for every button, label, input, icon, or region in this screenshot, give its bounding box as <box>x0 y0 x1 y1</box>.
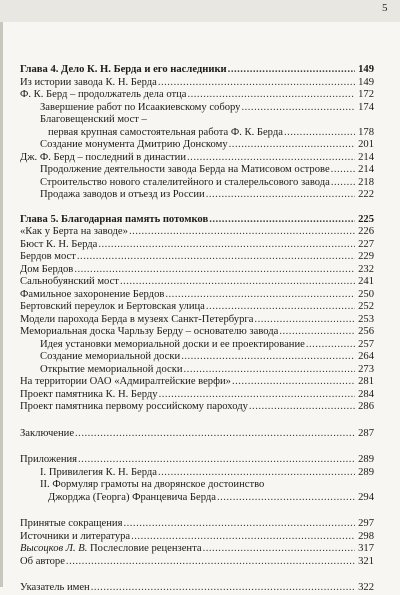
toc-entry-title: Продолжение деятельности завода Берда на Матисовом острове <box>40 164 330 175</box>
toc-entry[interactable] <box>20 239 374 252</box>
toc-entry-title: Бертовский переулок и Бертовская улица <box>20 301 205 312</box>
toc-page-number: 257 <box>358 338 374 350</box>
toc-entry[interactable] <box>20 226 374 239</box>
toc-entry-title: Создание мемориальной доски <box>40 351 181 362</box>
toc-spacer <box>20 568 374 582</box>
toc-page-number: 218 <box>358 176 374 188</box>
toc-page-number: 281 <box>358 376 374 387</box>
toc-leader-dots <box>206 189 355 202</box>
toc-leader-dots <box>74 264 355 277</box>
toc-entry[interactable] <box>20 479 374 492</box>
toc-leader-dots <box>209 214 355 227</box>
toc-entry[interactable] <box>20 289 374 302</box>
toc-entry-title: Бердов мост <box>20 251 76 262</box>
toc-entry[interactable] <box>20 301 374 314</box>
toc-entry[interactable] <box>20 127 374 140</box>
toc-leader-dots <box>228 64 355 77</box>
toc-entry-title: На территории ОАО «Адмиралтейские верфи» <box>20 376 231 387</box>
toc-leader-dots <box>75 428 355 441</box>
toc-page-number: 294 <box>358 491 374 503</box>
toc-leader-dots <box>331 177 355 190</box>
toc-page-number: 229 <box>358 251 374 262</box>
toc-leader-dots <box>129 226 355 239</box>
toc-entry-title: Приложения <box>20 454 78 465</box>
toc-leader-dots <box>77 251 355 264</box>
toc-entry[interactable] <box>20 556 374 569</box>
toc-entry[interactable] <box>20 467 374 480</box>
toc-page-number: 284 <box>358 388 374 400</box>
toc-entry[interactable] <box>20 102 374 115</box>
toc-spacer <box>20 414 374 428</box>
toc-leader-dots <box>98 239 355 252</box>
toc-leader-dots <box>131 531 355 544</box>
toc-leader-dots <box>159 389 355 402</box>
toc-leader-dots <box>181 351 355 364</box>
toc-page-number: 321 <box>358 555 374 567</box>
toc-entry-title: Ф. К. Берд – продолжатель дела отца <box>20 89 187 100</box>
toc-spacer <box>20 202 374 214</box>
toc-entry-author: Высоцков Л. В. <box>20 543 88 554</box>
toc-page-number: 214 <box>358 151 374 163</box>
toc-page-number: 225 <box>358 213 374 225</box>
toc-page-number: 174 <box>358 101 374 113</box>
toc-entry-title: I. Привилегия К. Н. Берда <box>40 466 157 478</box>
toc-entry-title: Мемориальная доска Чарльзу Берду – основателю завода <box>20 326 279 337</box>
toc-page-number: 222 <box>358 189 374 200</box>
toc-entry-title: Идея установки мемориальной доски и ее проектирование <box>40 338 305 350</box>
toc-page-number: 149 <box>358 64 374 75</box>
toc-entry-title: Джорджа (Георга) Францевича Берда <box>48 491 216 503</box>
toc-leader-dots <box>249 401 355 414</box>
toc-entry[interactable] <box>20 492 374 505</box>
toc-leader-dots <box>165 289 355 302</box>
toc-leader-dots <box>120 276 355 289</box>
toc-leader-dots <box>331 164 355 177</box>
toc-entry[interactable] <box>20 276 374 289</box>
toc-entry[interactable] <box>20 518 374 531</box>
toc-entry[interactable] <box>20 152 374 165</box>
page-number: 5 <box>382 2 388 14</box>
toc-entry[interactable] <box>20 314 374 327</box>
toc-page-number: 226 <box>358 226 374 237</box>
toc-spacer <box>20 440 374 454</box>
toc-page-number: 322 <box>358 582 374 593</box>
toc-leader-dots <box>203 543 355 556</box>
toc-leader-dots <box>78 454 355 467</box>
toc-entry-title: Глава 5. Благодарная память потомков <box>20 213 209 225</box>
toc-entry-title: Строительство нового сталелитейного и сталерельсового завода <box>40 176 330 188</box>
toc-page-number: 289 <box>358 454 374 465</box>
toc-entry-title: «Как у Берта на заводе» <box>20 226 128 237</box>
toc-entry-title: Благовещенский мост – <box>40 114 147 125</box>
toc-page-number: 264 <box>358 351 374 362</box>
toc-leader-dots <box>229 139 355 152</box>
toc-leader-dots <box>187 152 355 165</box>
toc-entry[interactable] <box>20 339 374 352</box>
table-of-contents <box>20 64 374 595</box>
toc-entry-title: Из истории завода К. Н. Берда <box>20 76 157 88</box>
toc-page-number: 287 <box>358 427 374 439</box>
toc-page-number: 201 <box>358 139 374 150</box>
toc-page-number: 297 <box>358 518 374 529</box>
toc-leader-dots <box>279 326 355 339</box>
toc-leader-dots <box>217 492 355 505</box>
toc-page-number: 250 <box>358 288 374 300</box>
page-edge <box>0 22 3 587</box>
toc-entry-title: Проект памятника первому российскому пароходу <box>20 401 248 412</box>
toc-leader-dots <box>284 127 355 140</box>
toc-chapter-heading[interactable] <box>20 214 374 227</box>
toc-page-number: 214 <box>358 164 374 175</box>
toc-entry[interactable] <box>20 543 374 556</box>
toc-leader-dots <box>254 314 355 327</box>
toc-entry-title: II. Формуляр грамоты на дворянское достоинство <box>40 479 265 490</box>
toc-entry-title: Фамильное захоронение Бердов <box>20 288 165 300</box>
toc-entry[interactable] <box>20 251 374 264</box>
toc-entry[interactable] <box>20 177 374 190</box>
toc-entry-title <box>20 543 202 556</box>
toc-entry-title: Принятые сокращения <box>20 518 123 529</box>
toc-entry-title: Источники и литература <box>20 530 131 542</box>
toc-page-number: 149 <box>358 76 374 88</box>
toc-page-number: 256 <box>358 326 374 337</box>
toc-entry[interactable] <box>20 389 374 402</box>
toc-page-number: 253 <box>358 313 374 325</box>
toc-leader-dots <box>206 301 355 314</box>
toc-page-number: 252 <box>358 301 374 312</box>
top-band <box>0 0 400 22</box>
toc-leader-dots <box>66 556 355 569</box>
toc-leader-dots <box>158 467 355 480</box>
toc-entry[interactable] <box>20 454 374 467</box>
toc-entry-title: Об авторе <box>20 555 65 567</box>
toc-leader-dots <box>306 339 355 352</box>
toc-entry-title: первая крупная самостоятельная работа Ф. К. Берда <box>48 126 283 138</box>
toc-entry-title: Создание монумента Дмитрию Донскому <box>40 139 228 150</box>
toc-chapter-heading[interactable] <box>20 64 374 77</box>
toc-page-number: 232 <box>358 263 374 275</box>
toc-entry-title: Открытие мемориальной доски <box>40 363 183 375</box>
toc-leader-dots <box>158 77 355 90</box>
toc-entry[interactable] <box>20 139 374 152</box>
toc-leader-dots <box>187 89 355 102</box>
toc-entry-title: Проект памятника К. Н. Берду <box>20 388 158 400</box>
toc-entry[interactable] <box>20 351 374 364</box>
toc-leader-dots <box>241 102 355 115</box>
toc-entry-title: Дом Бердов <box>20 263 74 275</box>
toc-page-number: 241 <box>358 276 374 287</box>
toc-spacer <box>20 504 374 518</box>
toc-entry-title: Завершение работ по Исаакиевскому собору <box>40 101 241 113</box>
toc-page-number: 298 <box>358 530 374 542</box>
toc-entry[interactable] <box>20 264 374 277</box>
toc-entry-title: Глава 4. Дело К. Н. Берда и его наследники <box>20 64 227 75</box>
toc-entry[interactable] <box>20 364 374 377</box>
toc-entry[interactable] <box>20 164 374 177</box>
toc-entry[interactable] <box>20 428 374 441</box>
toc-entry[interactable] <box>20 401 374 414</box>
toc-entry-title: Заключение <box>20 427 75 439</box>
toc-page-number: 178 <box>358 126 374 138</box>
toc-leader-dots <box>123 518 355 531</box>
toc-entry[interactable] <box>20 582 374 595</box>
toc-entry[interactable] <box>20 77 374 90</box>
toc-page-number: 289 <box>358 466 374 478</box>
toc-leader-dots <box>184 364 355 377</box>
toc-page-number: 317 <box>358 543 374 554</box>
toc-page-number: 172 <box>358 89 374 100</box>
toc-page-number: 273 <box>358 363 374 375</box>
toc-entry-title: Продажа заводов и отъезд из России <box>40 189 205 200</box>
toc-entry-title: Сальнобуянский мост <box>20 276 119 287</box>
toc-entry-title: Бюст К. Н. Берда <box>20 238 98 250</box>
toc-entry[interactable] <box>20 531 374 544</box>
toc-page-number: 286 <box>358 401 374 412</box>
toc-entry[interactable] <box>20 326 374 339</box>
toc-page-number: 227 <box>358 238 374 250</box>
toc-entry-title: Модели парохода Берда в музеях Санкт-Петербурга <box>20 313 254 325</box>
toc-entry[interactable] <box>20 189 374 202</box>
toc-entry-title-text: Послесловие рецензента <box>87 543 202 554</box>
toc-entry[interactable] <box>20 114 374 127</box>
toc-leader-dots <box>91 582 355 595</box>
toc-entry-title: Дж. Ф. Берд – последний в династии <box>20 151 187 163</box>
toc-entry[interactable] <box>20 376 374 389</box>
toc-entry-title: Указатель имен <box>20 582 90 593</box>
toc-leader-dots <box>232 376 355 389</box>
toc-entry[interactable] <box>20 89 374 102</box>
